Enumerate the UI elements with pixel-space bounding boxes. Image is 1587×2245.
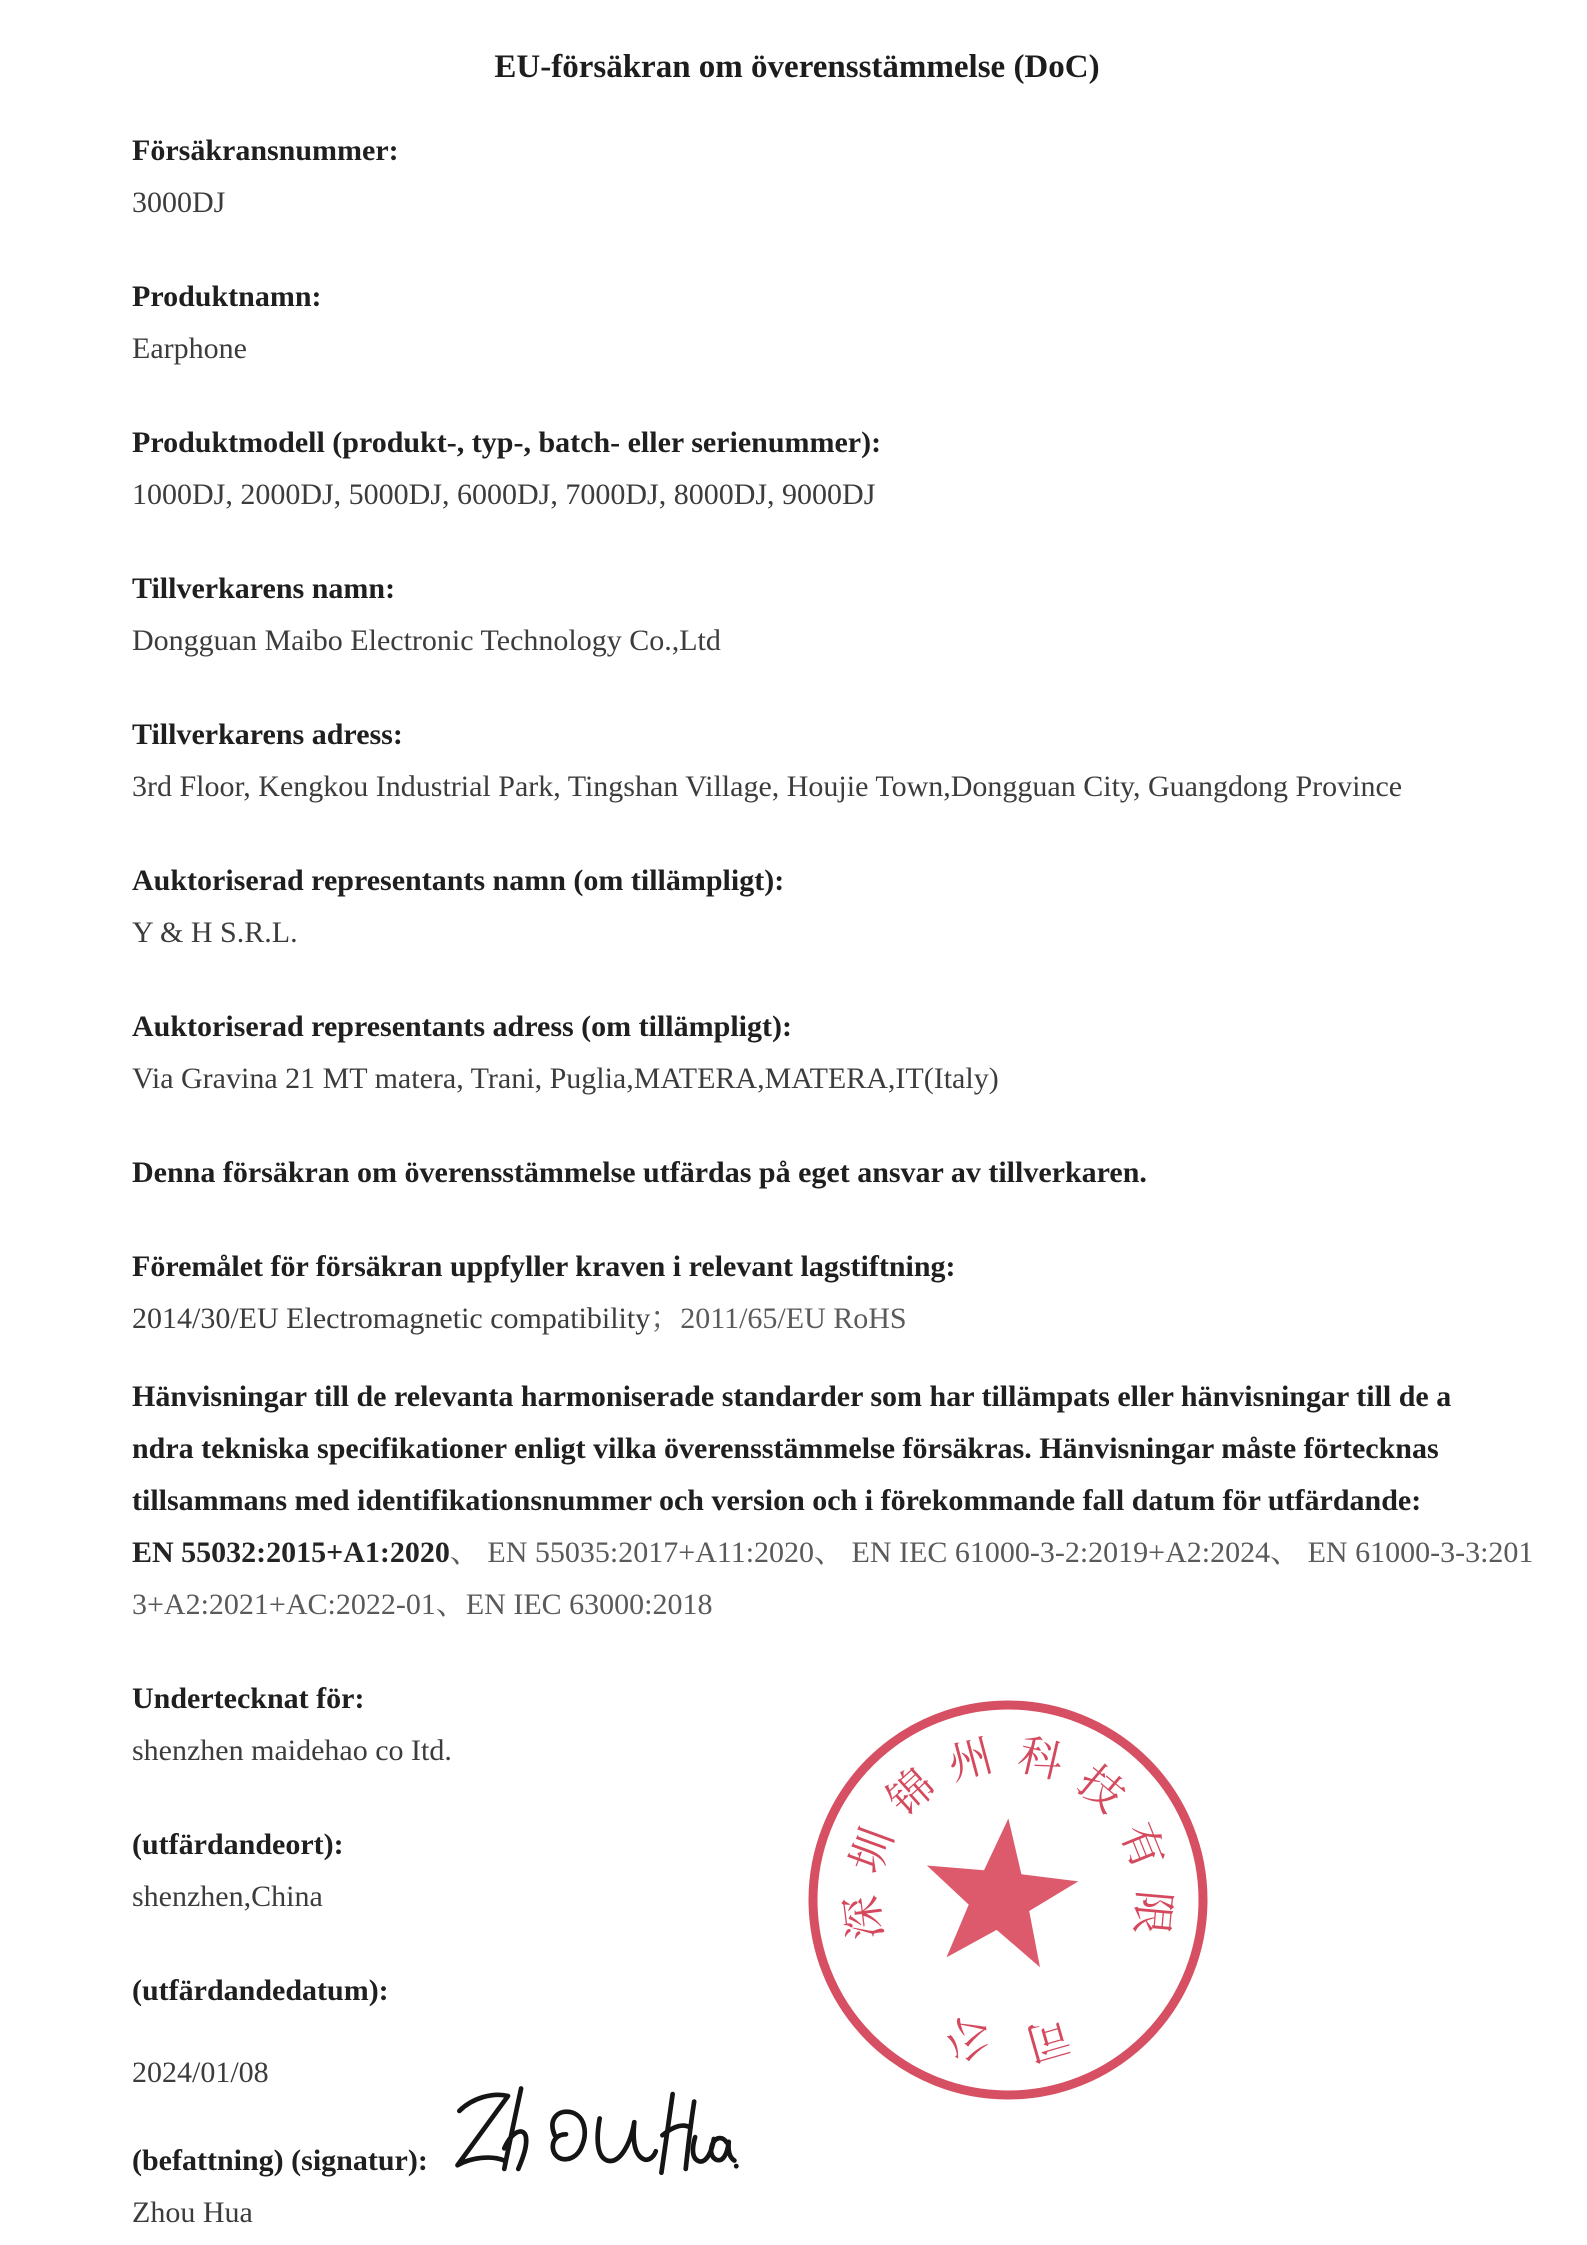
field-value: 2024/01/08 [132,2056,269,2089]
standards-line [132,1527,1534,1579]
field-label: Föremålet för försäkran uppfyller kraven i relevant lagstiftning: [132,1250,956,1283]
references-paragraph-line: ndra tekniska specifikationer enligt vilka överensstämmelse försäkras. Hänvisningar måste förtecknas [132,1432,1439,1465]
svg-text:技: 技 [1068,1756,1134,1823]
field-value: 3000DJ [132,186,226,219]
section-product-model [132,417,1462,521]
handwritten-signature [450,2082,740,2182]
section-representative-address [132,1001,1462,1105]
svg-text:司: 司 [1019,2009,1076,2069]
field-value: shenzhen,China [132,1880,323,1913]
field-label: Tillverkarens adress: [132,718,403,751]
field-label: (utfärdandedatum): [132,1974,389,2007]
field-label: Tillverkarens namn: [132,572,396,605]
references-paragraph-line: tillsammans med identifikationsnummer och version och i förekommande fall datum för utfärdande: [132,1484,1422,1517]
field-label: (befattning) (signatur): [132,2144,428,2177]
svg-text:锦: 锦 [878,1759,945,1826]
stamp-star-icon [918,1810,1084,1970]
standard-en55032: EN 55032:2015+A1:2020 [132,1536,450,1569]
svg-text:公: 公 [940,2009,997,2069]
section-signed-for [132,1673,1462,1777]
field-label: Auktoriserad representants namn (om tillämpligt): [132,864,785,897]
field-value: 1000DJ, 2000DJ, 5000DJ, 6000DJ, 7000DJ, 8000DJ, 9000DJ [132,478,876,511]
field-label: Auktoriserad representants adress (om tillämpligt): [132,1010,792,1043]
field-value: shenzhen maidehao co Itd. [132,1734,452,1767]
field-value: Dongguan Maibo Electronic Technology Co.,Ltd [132,624,721,657]
svg-text:圳: 圳 [841,1821,903,1880]
svg-text:州: 州 [943,1731,999,1790]
field-value: Y & H S.R.L. [132,916,298,949]
section-declaration-number [132,125,1462,229]
section-date-of-issue [132,1965,1462,2099]
section-signature [132,2135,1462,2239]
document-content [132,45,1534,2239]
section-product-name [132,271,1462,375]
company-stamp [798,1692,1218,2108]
section-legislation [132,1241,1462,1345]
page-title: EU-försäkran om överensstämmelse (DoC) [494,49,1100,85]
field-label: Produktmodell (produkt-, typ-, batch- eller serienummer): [132,426,882,459]
section-representative-name [132,855,1462,959]
declaration-statement: Denna försäkran om överensstämmelse utfärdas på eget ansvar av tillverkaren. [132,1156,1147,1189]
svg-text:限: 限 [1125,1888,1179,1937]
signatory-name: Zhou Hua [132,2196,253,2229]
field-label: Undertecknat för: [132,1682,365,1715]
references-paragraph-line: Hänvisningar till de relevanta harmoniserade standarder som har tillämpats eller hänvisningar till de a [132,1380,1452,1413]
field-value: 3rd Floor, Kengkou Industrial Park, Tingshan Village, Houjie Town,Dongguan City, Guangdong Province [132,770,1403,803]
field-value: Via Gravina 21 MT matera, Trani, Puglia,MATERA,MATERA,IT(Italy) [132,1062,999,1095]
section-place-of-issue [132,1819,1462,1923]
legislation-emc: 2014/30/EU Electromagnetic compatibility [132,1302,651,1335]
field-label: Produktnamn: [132,280,322,313]
svg-text:科: 科 [1013,1730,1068,1789]
standards-list: 、 EN 55035:2017+A11:2020、 EN IEC 61000-3-2:2019+A2:2024、 EN 61000-3-3:201 [449,1536,1534,1569]
svg-text:有: 有 [1111,1816,1173,1876]
section-manufacturer-name [132,563,1462,667]
section-references [132,1371,1534,1631]
field-label: Försäkransnummer: [132,134,399,167]
standards-line: 3+A2:2021+AC:2022-01、EN IEC 63000:2018 [132,1588,713,1621]
field-label: (utfärdandeort): [132,1828,344,1861]
field-value: Earphone [132,332,247,365]
svg-text:深: 深 [837,1892,892,1943]
legislation-rohs: ；2011/65/EU RoHS [650,1302,907,1335]
field-value [132,1293,1462,1345]
section-manufacturer-address [132,709,1462,813]
